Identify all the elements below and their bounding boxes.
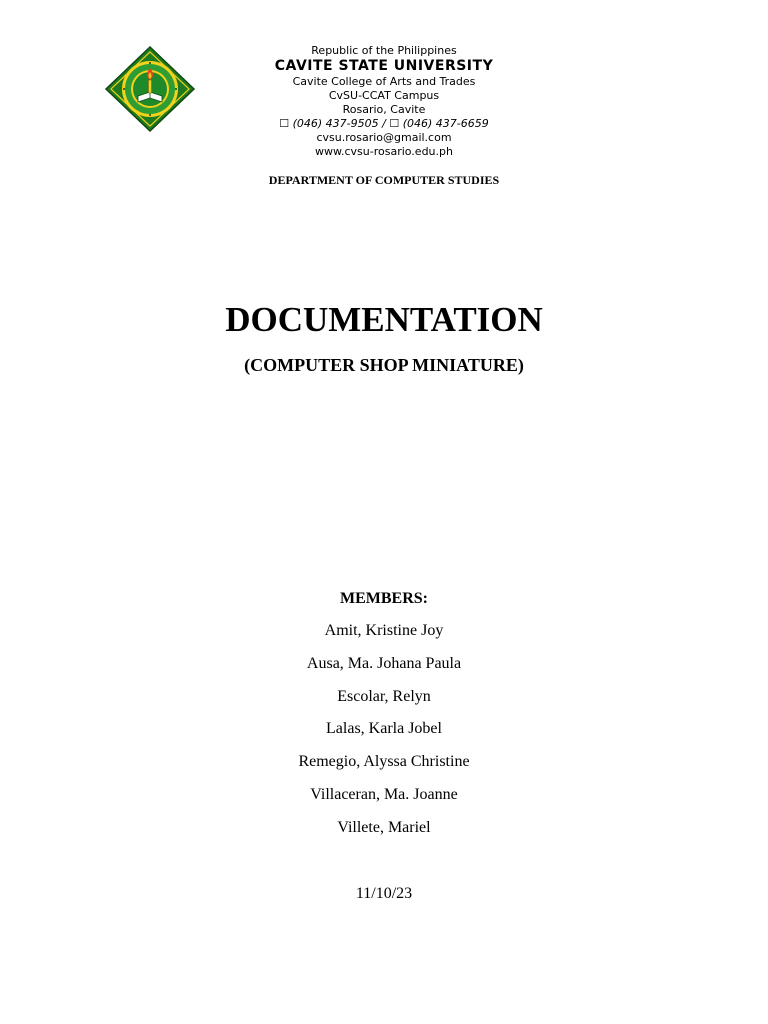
- members-list: [0, 620, 768, 850]
- member-name: Ausa, Ma. Johana Paula: [306, 654, 462, 672]
- member-name: Remegio, Alyssa Christine: [298, 753, 470, 771]
- college-name: Cavite College of Arts and Trades: [292, 75, 476, 88]
- document-subtitle: (COMPUTER SHOP MINIATURE): [244, 355, 524, 375]
- member-name: Villete, Mariel: [337, 818, 431, 836]
- department-name: DEPARTMENT OF COMPUTER STUDIES: [268, 173, 500, 187]
- member-name: Escolar, Relyn: [337, 687, 431, 705]
- member-name: Amit, Kristine Joy: [324, 622, 444, 639]
- phone-line: [0, 117, 768, 131]
- country-line: Republic of the Philippines: [311, 44, 457, 57]
- phone-number-1: (046) 437-9505: [292, 117, 379, 130]
- email-address: cvsu.rosario@gmail.com: [316, 131, 452, 144]
- phone-icon: ☐: [279, 117, 290, 130]
- document-date: 11/10/23: [355, 885, 413, 902]
- member-name: Lalas, Karla Jobel: [326, 720, 442, 738]
- university-name: CAVITE STATE UNIVERSITY: [274, 58, 494, 74]
- phone-separator: /: [382, 117, 386, 130]
- phone-icon: ☐: [389, 117, 400, 130]
- website-url: www.cvsu-rosario.edu.ph: [315, 145, 453, 158]
- members-heading: MEMBERS:: [340, 590, 428, 607]
- phone-number-2: (046) 437-6659: [402, 117, 489, 130]
- member-name: Villaceran, Ma. Joanne: [310, 785, 458, 803]
- campus-name: CvSU-CCAT Campus: [328, 89, 440, 102]
- campus-location: Rosario, Cavite: [342, 103, 426, 116]
- letterhead: [0, 44, 768, 159]
- document-title: DOCUMENTATION: [225, 300, 543, 339]
